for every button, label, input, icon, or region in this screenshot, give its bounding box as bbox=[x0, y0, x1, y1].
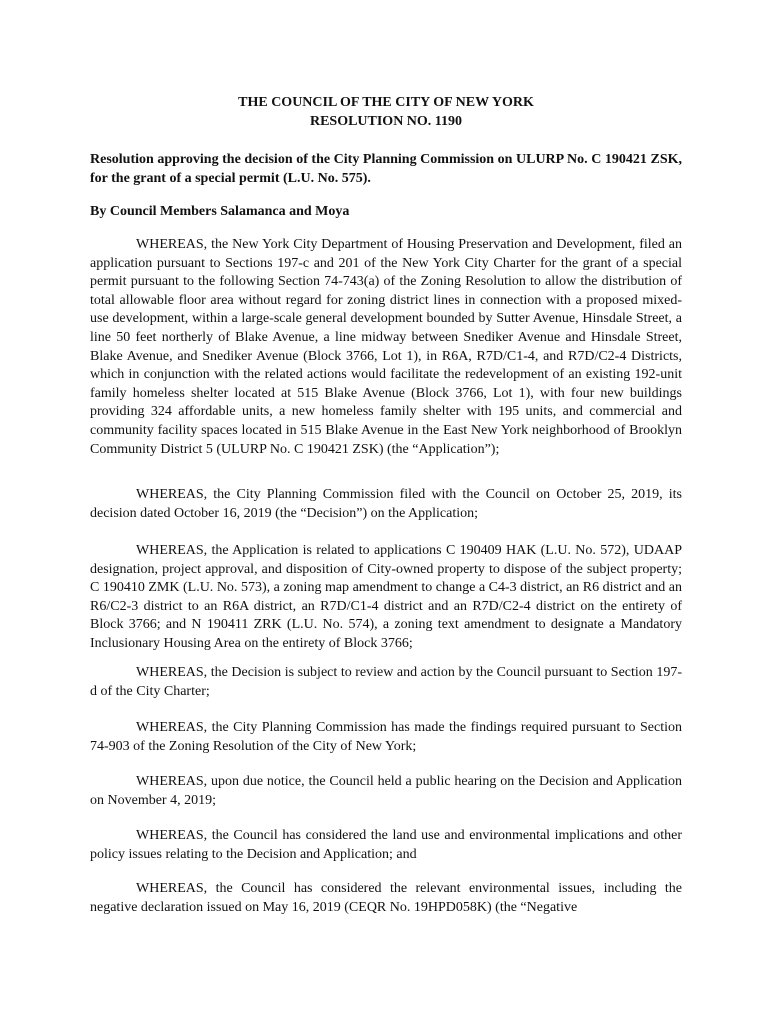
whereas-paragraph-decision: WHEREAS, the City Planning Commission filed with the Council on October 25, 2019, its decision dated October 16, 2019 (the “Decision”) on the Application; bbox=[90, 487, 682, 521]
sponsors-line: By Council Members Salamanca and Moya bbox=[90, 204, 350, 219]
resolution-number: RESOLUTION NO. 1190 bbox=[309, 114, 463, 129]
whereas-paragraph-environmental: WHEREAS, the Council has considered the relevant environmental issues, including the negative declaration issued on May 16, 2019 (CEQR No. 19HPD058K) (the “Negative bbox=[90, 881, 682, 915]
resolution-subject: Resolution approving the decision of the City Planning Commission on ULURP No. C 190421 ZSK, for the grant of a special permit (L.U. No. 575). bbox=[90, 152, 682, 186]
whereas-paragraph-charter-review: WHEREAS, the Decision is subject to review and action by the Council pursuant to Section 197-d of the City Charter; bbox=[90, 665, 682, 699]
council-title: THE COUNCIL OF THE CITY OF NEW YORK bbox=[238, 95, 534, 110]
whereas-paragraph-findings: WHEREAS, the City Planning Commission has made the findings required pursuant to Section 74-903 of the Zoning Resolution of the City of New York; bbox=[90, 720, 682, 754]
whereas-paragraph-public-hearing: WHEREAS, upon due notice, the Council held a public hearing on the Decision and Application on November 4, 2019; bbox=[90, 774, 682, 808]
whereas-paragraph-land-use: WHEREAS, the Council has considered the land use and environmental implications and other policy issues relating to the Decision and Application; and bbox=[90, 828, 682, 862]
whereas-paragraph-related-applications: WHEREAS, the Application is related to applications C 190409 HAK (L.U. No. 572), UDAAP designation, project approval, and disposition of City-owned property to dispose of the subject property; C 190410 ZMK (L.U. No. 573), a zoning map amendment to change a C4-3 district, an R6 district and an R6/C2-3 district to an R6A district, an R7D/C1-4 district and an R7D/C2-4 district on the entirety of Block 3766; and N 190411 ZRK (L.U. No. 574), a zoning text amendment to designate a Mandatory Inclusionary Housing Area on the entirety of Block 3766; bbox=[90, 543, 682, 651]
whereas-paragraph-application: WHEREAS, the New York City Department of Housing Preservation and Development, filed an application pursuant to Sections 197-c and 201 of the New York City Charter for the grant of a special permit pursuant to the following Section 74-743(a) of the Zoning Resolution to allow the distribution of total allowable floor area without regard for zoning district lines in connection with a proposed mixed-use development, within a large-scale general development bounded by Sutter Avenue, Hinsdale Street, a line 50 feet northerly of Blake Avenue, a line midway between Snediker Avenue and Hinsdale Street, Blake Avenue, and Snediker Avenue (Block 3766, Lot 1), in R6A, R7D/C1-4, and R7D/C2-4 Districts, which in conjunction with the related actions would facilitate the redevelopment of an existing 192-unit family homeless shelter located at 515 Blake Avenue (Block 3766, Lot 1), with four new buildings providing 324 affordable units, a new homeless family shelter with 195 units, and commercial and community facility spaces located in 515 Blake Avenue in the East New York neighborhood of Brooklyn Community District 5 (ULURP No. C 190421 ZSK) (the “Application”); bbox=[90, 237, 682, 457]
